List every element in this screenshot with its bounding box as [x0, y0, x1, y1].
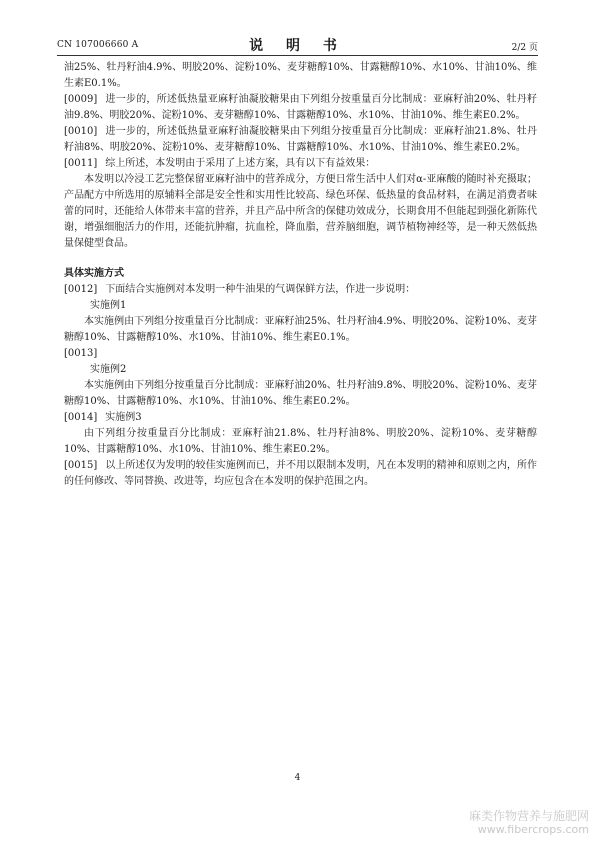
example-1-label: 实施例1: [90, 300, 127, 311]
example-2-label: 实施例2: [90, 364, 127, 375]
page-header: [57, 34, 538, 56]
paragraph-continuation: 油25%、牡丹籽油4.9%、明胶20%、淀粉10%、麦芽糖醇10%、甘露糖醇10%、水10%、甘油10%、维生素E0.1%。: [64, 62, 537, 89]
example-2-text: 本实施例由下列组分按重量百分比制成：亚麻籽油20%、牡丹籽油9.8%、明胶20%、淀粉10%、麦芽糖醇10%、甘露糖醇10%、水10%、甘油10%、维生素E0.2%。: [64, 380, 537, 407]
example-3-label: 实施例3: [105, 412, 142, 423]
document-body: [64, 60, 537, 490]
document-title: 说 明 书: [249, 38, 346, 54]
paragraph-0010: [64, 124, 537, 156]
page-indicator: 2/2 页: [511, 43, 538, 53]
paragraph-number: [0011]: [64, 158, 98, 169]
paragraph-text: 进一步的，所述低热量亚麻籽油凝胶糖果由下列组分按重量百分比制成：亚麻籽油20%、牡丹籽油9.8%、明胶20%、淀粉10%、麦芽糖醇10%、甘露糖醇10%、水10%、甘油10%、维生素E0.2%。: [64, 94, 537, 121]
paragraph-0012: [64, 282, 537, 298]
paragraph-number: [0015]: [64, 460, 98, 471]
paragraph-0011: [64, 156, 537, 172]
page-number: 4: [294, 773, 301, 783]
paragraph-number: [0014]: [64, 412, 98, 423]
publication-number: CN 107006660 A: [57, 40, 139, 50]
paragraph-number: [0013]: [64, 348, 98, 359]
paragraph-0013: [64, 346, 537, 362]
header-rule: [57, 55, 538, 56]
section-heading: 具体实施方式: [64, 268, 124, 279]
paragraph-0011-body: 本发明以冷浸工艺完整保留亚麻籽油中的营养成分，方便日常生活中人们对α-亚麻酸的随时补充摄取；产品配方中所选用的原辅料全部是安全性和实用性比较高、绿色环保、低热量的食品材料，在满足消费者味蕾的同时，还能给人体带来丰富的营养，并且产品中所含的保健功效成分，长期食用不但能起到强化新陈代谢，增强细胞活力的作用，还能抗肿瘤，抗血栓，降血脂，营养脑细胞，调节植物神经等，是一种天然低热量保健型食品。: [64, 174, 537, 249]
paragraph-0009: [64, 92, 537, 124]
watermark-line1: 麻类作物营养与施肥网: [468, 809, 589, 823]
watermark: [469, 809, 589, 836]
paragraph-0015: [64, 458, 537, 490]
paragraph-text: 综上所述，本发明由于采用了上述方案，具有以下有益效果：: [105, 158, 376, 169]
paragraph-number: [0012]: [64, 284, 98, 295]
paragraph-text: 下面结合实施例对本发明一种牛油果的气调保鲜方法，作进一步说明：: [105, 284, 416, 295]
example-3-text: 由下列组分按重量百分比制成：亚麻籽油21.8%、牡丹籽油8%、明胶20%、淀粉10%、麦芽糖醇10%、甘露糖醇10%、水10%、甘油10%、维生素E0.2%。: [64, 428, 537, 455]
paragraph-text: 进一步的，所述低热量亚麻籽油凝胶糖果由下列组分按重量百分比制成：亚麻籽油21.8%、牡丹籽油8%、明胶20%、淀粉10%、麦芽糖醇10%、甘露糖醇10%、水10%、甘油10%、维生素E0.2%。: [64, 126, 537, 153]
paragraph-text: 以上所述仅为发明的较佳实施例而已，并不用以限制本发明，凡在本发明的精神和原则之内，所作的任何修改、等同替换、改进等，均应包含在本发明的保护范围之内。: [64, 460, 537, 487]
paragraph-number: [0010]: [64, 126, 98, 137]
example-1-text: 本实施例由下列组分按重量百分比制成：亚麻籽油25%、牡丹籽油4.9%、明胶20%、淀粉10%、麦芽糖醇10%、甘露糖醇10%、水10%、甘油10%、维生素E0.1%。: [64, 316, 537, 343]
watermark-line2: www.fibercrops.com: [477, 823, 589, 836]
paragraph-number: [0009]: [64, 94, 98, 105]
paragraph-0014: [64, 410, 537, 426]
